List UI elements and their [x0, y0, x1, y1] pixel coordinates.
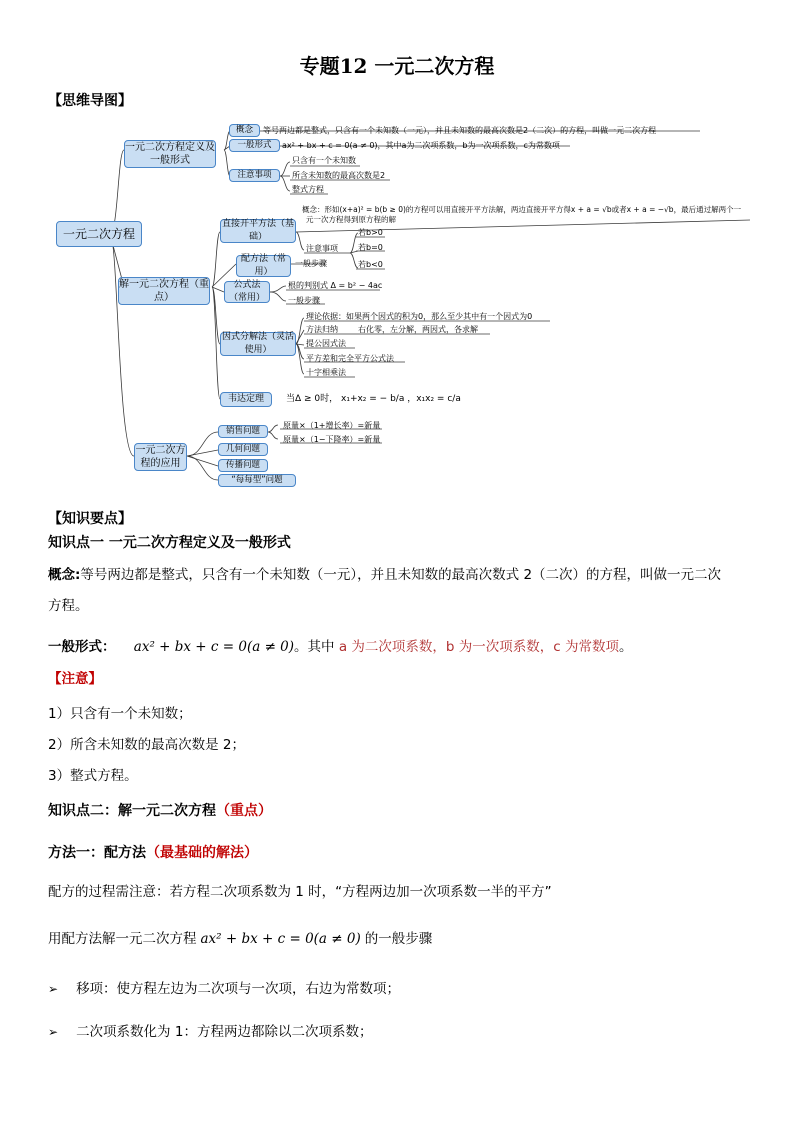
mindmap-leaf-sq-notes: 注意事项 — [306, 244, 338, 253]
kp2-title-text: 知识点二：解一元二次方程 — [48, 803, 216, 819]
mindmap-leaf-fact-rule: 右化零，左分解，两因式，各求解 — [358, 325, 478, 334]
mindmap-leaf-note-2: 所含未知数的最高次数是2 — [292, 171, 386, 180]
mindmap-branch-definition: 一元二次方程定义及一般形式 — [125, 142, 215, 166]
general-label: 一般形式： — [48, 639, 116, 655]
mindmap-leaf-decline: 原量×（1−下降率）=新量 — [283, 435, 381, 444]
steps-intro-1: 用配方法解一元二次方程 — [48, 931, 197, 947]
mindmap-leaf-formula-steps: 一般步骤 — [288, 296, 320, 305]
mindmap-node-factoring: 因式分解法（灵活使用） — [221, 332, 294, 355]
steps-intro-2: 的一般步骤 — [364, 931, 433, 947]
general-tail-red: a 为二次项系数，b 为一次项系数，c 为常数项 — [338, 639, 619, 655]
bullet-2-text: 二次项系数化为 1：方程两边都除以二次项系数； — [76, 1024, 373, 1040]
mindmap-connectors — [0, 0, 794, 500]
bullet-2 — [48, 1018, 372, 1046]
mindmap-node-completing-square: 配方法（常用） — [236, 255, 291, 277]
mindmap-leaf-fact-summary: 方法归纳 — [306, 325, 338, 334]
concept-line-1 — [48, 561, 721, 589]
kp1-title: 知识点一 一元二次方程定义及一般形式 — [48, 535, 291, 551]
method1-note: 配方的过程需注意：若方程二次项系数为 1 时，“方程两边加一次项系数一半的平方” — [48, 884, 552, 900]
note-2: 2）所含未知数的最高次数是 2； — [48, 737, 245, 753]
mindmap-node-concept: 概念 — [229, 124, 260, 137]
mindmap-node-spread: 传播问题 — [218, 459, 268, 472]
mindmap-leaf-note-1: 只含有一个未知数 — [292, 156, 356, 165]
mindmap-node-vieta: 韦达定理 — [220, 392, 272, 407]
mindmap-leaf-discriminant: 根的判别式 Δ = b² − 4ac — [288, 281, 383, 290]
concept-text-1: 等号两边都是整式，只含有一个未知数（一元），并且未知数的最高次数式 2（二次）的方程，叫做一元二次 — [80, 567, 722, 583]
mindmap-leaf-note-3: 整式方程 — [292, 185, 324, 194]
bullet-1-text: 移项：使方程左边为二次项与一次项，右边为常数项； — [76, 981, 401, 997]
arrow-bullet-icon: ➢ — [48, 1025, 59, 1039]
knowledge-heading: 【知识要点】 — [48, 511, 132, 527]
mindmap-leaf-cs-steps: 一般步骤 — [295, 259, 327, 268]
method1-tag: （最基础的解法） — [146, 845, 258, 861]
mindmap-node-sales: 销售问题 — [218, 425, 268, 438]
note-1: 1）只含有一个未知数； — [48, 706, 192, 722]
mindmap-heading: 【思维导图】 — [48, 93, 132, 109]
note-3: 3）整式方程。 — [48, 768, 138, 784]
mindmap-leaf-b-positive: 若b>0 — [358, 228, 383, 237]
mindmap-branch-solve: 解一元二次方程（重点） — [119, 279, 209, 303]
general-form-line — [48, 633, 632, 661]
mindmap-node-geometry: 几何问题 — [218, 443, 268, 456]
general-formula: ax² + bx + c = 0(a ≠ 0) — [133, 639, 295, 655]
mindmap-branch-application: 一元二次方程的应用 — [135, 445, 186, 469]
mindmap-leaf-general-form: ax² + bx + c = 0(a ≠ 0)，其中a为二次项系数，b为一次项系数，c为常数项 — [282, 141, 560, 150]
bullet-1 — [48, 975, 400, 1003]
mindmap-leaf-growth: 原量×（1+增长率）=新量 — [283, 421, 381, 430]
page-title: 专题12 一元二次方程 — [299, 54, 495, 78]
mindmap-node-square-root: 直接开平方法（基础） — [221, 219, 294, 242]
mindmap-leaf-vieta: 当Δ ≥ 0时， x₁+x₂ = − b/a ，x₁x₂ = c/a — [286, 394, 461, 404]
mindmap-leaf-b-zero: 若b=0 — [358, 243, 383, 252]
mindmap-root: 一元二次方程 — [56, 221, 142, 247]
mindmap-leaf-fact-theory: 理论依据：如果两个因式的积为0，那么至少其中有一个因式为0 — [306, 312, 533, 321]
arrow-bullet-icon: ➢ — [48, 982, 59, 996]
method1-title-text: 方法一：配方法 — [48, 845, 146, 861]
steps-intro-formula: ax² + bx + c = 0(a ≠ 0) — [200, 931, 361, 947]
concept-label: 概念: — [48, 567, 81, 583]
concept-text-2: 方程。 — [48, 598, 89, 614]
mindmap-leaf-square-root-1: 概念：形如(x+a)² = b(b ≥ 0)的方程可以用直接开平方法解，两边直接开平方得x + a = √b或者x + a = −√b，最后通过解两个一 — [302, 205, 742, 214]
mindmap-leaf-fact-common: 提公因式法 — [306, 339, 346, 348]
mindmap-leaf-b-negative: 若b<0 — [358, 260, 383, 269]
method1-steps-intro — [48, 925, 432, 953]
mindmap-leaf-fact-squares: 平方差和完全平方公式法 — [306, 354, 394, 363]
mindmap-leaf-square-root-2: 元一次方程得到原方程的解 — [306, 215, 396, 224]
general-tail-1: 。其中 — [294, 639, 339, 655]
mindmap-node-formula: 公式法（常用） — [224, 281, 270, 303]
kp2-tag: （重点） — [216, 803, 272, 819]
mindmap-node-every-type: “每每型”问题 — [218, 474, 296, 487]
note-label: 【注意】 — [48, 671, 102, 687]
method1-title — [48, 842, 258, 862]
general-tail-2: 。 — [618, 639, 633, 655]
kp2-title — [48, 800, 272, 820]
mindmap-leaf-concept: 等号两边都是整式，只含有一个未知数（一元），并且未知数的最高次数是2（二次）的方程，叫做一元二次方程 — [263, 126, 657, 135]
mindmap-node-notes: 注意事项 — [229, 169, 280, 182]
mindmap-node-general-form: 一般形式 — [229, 139, 280, 152]
mindmap-leaf-fact-cross: 十字相乘法 — [306, 368, 346, 377]
